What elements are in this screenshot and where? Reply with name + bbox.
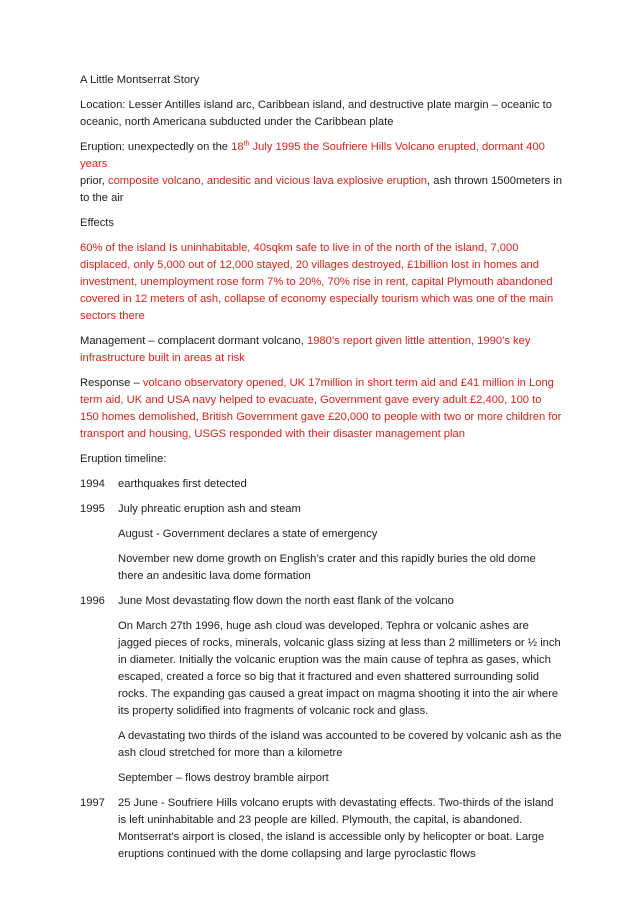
timeline-year: 1995 <box>80 503 105 515</box>
eruption-type: composite volcano, andesitic and vicious lava explosive eruption <box>107 175 428 187</box>
eruption-prior: prior, <box>80 175 108 187</box>
timeline-entry: September – flows destroy bramble airport <box>118 772 329 784</box>
eruption-date: 18th July 1995 the Soufriere Hills Volcano erupted, dormant 400 years <box>80 140 545 170</box>
management-paragraph: Management – complacent dormant volcano, 1980’s report given little attention, 1990’s key infrastructure built in areas at risk <box>80 335 531 364</box>
timeline-row-1997 <box>80 795 562 863</box>
location-paragraph: Location: Lesser Antilles island arc, Caribbean island, and destructive plate margin – oceanic to oceanic, north Americana subducted under the Caribbean plate <box>80 99 553 128</box>
timeline-row-1996 <box>80 593 562 610</box>
effects-heading: Effects <box>80 217 114 229</box>
eruption-suffix: , ash thrown 1500meters in to the air <box>80 175 562 204</box>
eruption-prefix: Eruption: unexpectedly on the <box>80 141 232 153</box>
eruption-paragraph <box>80 139 562 207</box>
timeline-entry: On March 27th 1996, huge ash cloud was developed. Tephra or volcanic ashes are jagged pieces of rocks, minerals, volcanic glass sizing at less than 2 millimeters or ½ inch in diameter. Initially the volcanic eruption was the main cause of tephra as gases, which escaped, created a force so big that it fractured and even shattered surrounding solid rocks. The expanding gas caused a great impact on magma shooting it into the air where its property solidified into fragments of volcanic rock and glass. <box>118 620 561 717</box>
document-title: A Little Montserrat Story <box>80 74 200 86</box>
effects-paragraph: 60% of the island Is uninhabitable, 40sqkm safe to live in of the north of the island, 7,000 displaced, only 5,000 out of 12,000 stayed, 20 villages destroyed, £1billion lost in homes and investment, unemployment rose form 7% to 20%, 70% rise in rent, capital Plymouth abandoned covered in 12 meters of ash, collapse of economy especially tourism which was one of the main sectors there <box>80 242 554 322</box>
timeline-year: 1997 <box>80 797 105 809</box>
timeline-row-1994 <box>80 476 562 493</box>
timeline-entry: July phreatic eruption ash and steam <box>118 503 301 515</box>
timeline-entry: August - Government declares a state of emergency <box>118 528 378 540</box>
timeline-row-1995 <box>80 501 562 518</box>
timeline-year: 1994 <box>80 478 105 490</box>
document-page <box>80 72 562 871</box>
response-paragraph: Response – volcano observatory opened, UK 17million in short term aid and £41 million in Long term aid, UK and USA navy helped to evacuate, Government gave every adult £2,400, 100 to 150 homes demolished, British Government gave £20,000 to people with two or more children for transport and housing, USGS responded with their disaster management plan <box>80 377 562 440</box>
timeline-year: 1996 <box>80 595 105 607</box>
timeline-entry: June Most devastating flow down the north east flank of the volcano <box>118 595 454 607</box>
timeline-entry: A devastating two thirds of the island was accounted to be covered by volcanic ash as the ash cloud stretched for more than a kilometre <box>118 730 562 759</box>
timeline-entry: 25 June - Soufriere Hills volcano erupts with devastating effects. Two-thirds of the island is left uninhabitable and 23 people are killed. Plymouth, the capital, is abandoned. Montserrat's airport is closed, the island is accessible only by helicopter or boat. Large eruptions continued with the dome collapsing and large pyroclastic flows <box>118 797 554 860</box>
timeline-entry: November new dome growth on English’s crater and this rapidly buries the old dome there an andesitic lava dome formation <box>118 553 536 582</box>
timeline-heading: Eruption timeline: <box>80 453 167 465</box>
timeline-entry: earthquakes first detected <box>118 478 247 490</box>
